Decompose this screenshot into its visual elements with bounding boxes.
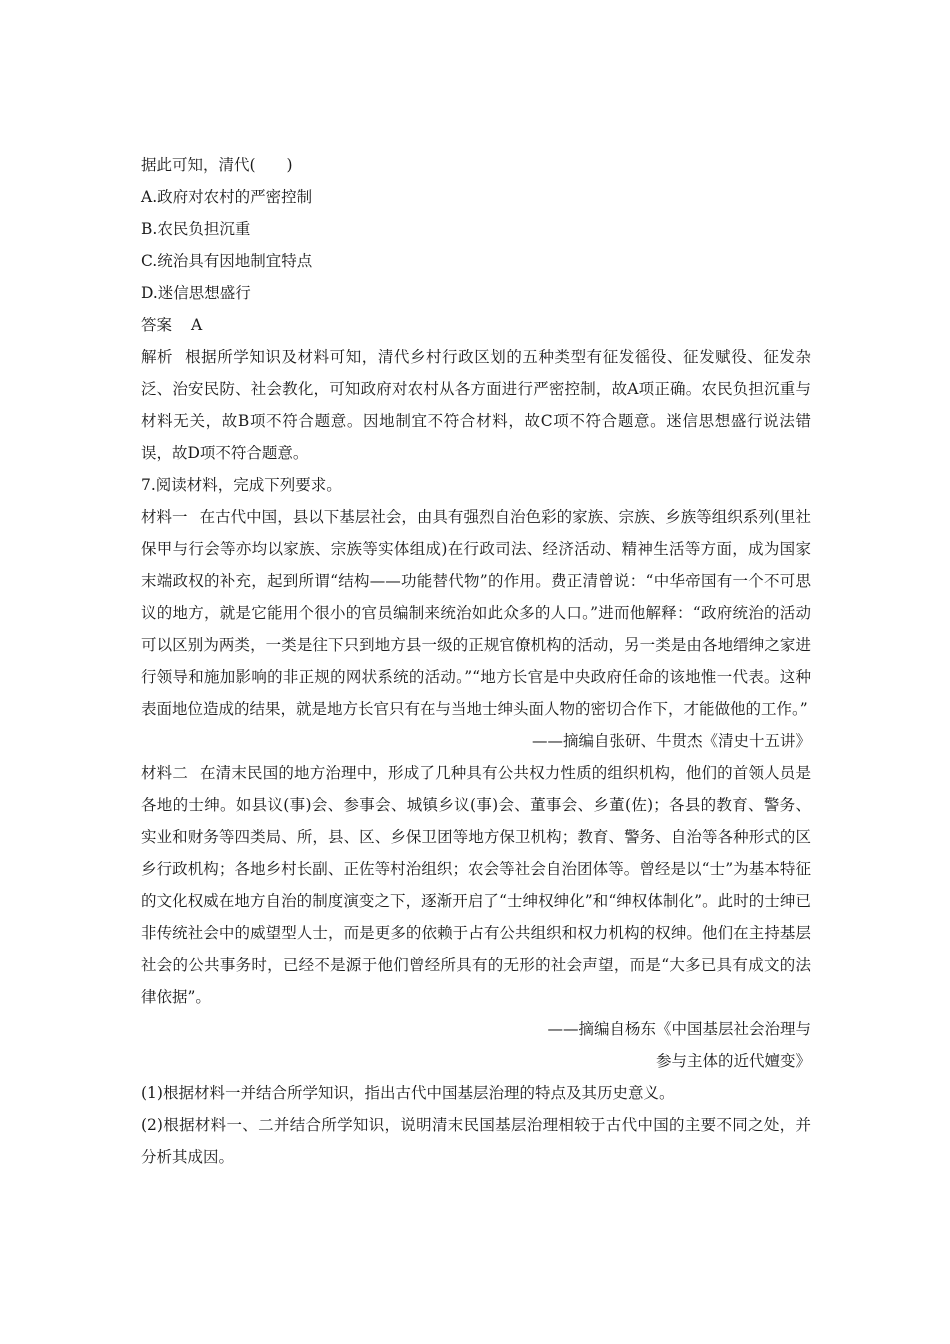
material2-source-line1: ——摘编自杨东《中国基层社会治理与 <box>547 1020 811 1038</box>
material2-source-line2: 参与主体的近代嬗变》 <box>655 1052 811 1070</box>
option-c: C.统治具有因地制宜特点 <box>141 252 313 270</box>
answer-value: A <box>190 316 203 334</box>
question-stem: 据此可知，清代( ) <box>141 156 293 174</box>
material1-source: ——摘编自张研、牛贯杰《清史十五讲》 <box>531 732 811 750</box>
requirement-1: (1)根据材料一并结合所学知识，指出古代中国基层治理的特点及其历史意义。 <box>141 1084 675 1102</box>
material1-text: 在古代中国，县以下基层社会，由具有强烈自治色彩的家族、宗族、乡族等组织系列(里社保甲与行会等亦均以家族、宗族等实体组成)在行政司法、经济活动、精神生活等方面，成为国家末端政权的补充，起到所谓“结构——功能替代物”的作用。费正清曾说：“中华帝国有一个不可思议的地方，就是它能用个很小的官员编制来统治如此众多的人口。”进而他解释：“政府统治的活动可以区别为两类，一类是往下只到地方县一级的正规官僚机构的活动，另一类是由各地缙绅之家进行领导和施加影响的非正规的网状系统的活动。”“地方长官是中央政府任命的该地惟一代表。这种表面地位造成的结果，就是地方长官只有在与当地士绅头面人物的密切合作下，才能做他的工作。” <box>141 508 811 718</box>
question7-stem: 7.阅读材料，完成下列要求。 <box>141 476 342 494</box>
material1-paragraph <box>141 501 811 725</box>
option-b: B.农民负担沉重 <box>141 220 251 238</box>
analysis-paragraph <box>141 341 811 469</box>
analysis-label: 解析 <box>141 348 174 366</box>
answer-label: 答案 <box>141 316 173 334</box>
answer-line <box>141 309 811 341</box>
option-a: A.政府对农村的严密控制 <box>141 188 313 206</box>
document-content <box>141 149 811 1173</box>
material2-text: 在清末民国的地方治理中，形成了几种具有公共权力性质的组织机构，他们的首领人员是各地的士绅。如县议(事)会、参事会、城镇乡议(事)会、董事会、乡董(佐)；各县的教育、警务、实业和财务等四类局、所，县、区、乡保卫团等地方保卫机构；教育、警务、自治等各种形式的区乡行政机构；各地乡村长副、正佐等村治组织；农会等社会自治团体等。曾经是以“士”为基本特征的文化权威在地方自治的制度演变之下，逐渐开启了“士绅权绅化”和“绅权体制化”。此时的士绅已非传统社会中的威望型人士，而是更多的依赖于占有公共组织和权力机构的权绅。他们在主持基层社会的公共事务时，已经不是源于他们曾经所具有的无形的社会声望，而是“大多已具有成文的法律依据”。 <box>141 764 811 1006</box>
material2-label: 材料二 <box>141 764 189 782</box>
material1-label: 材料一 <box>141 508 188 526</box>
material2-paragraph <box>141 757 811 1013</box>
requirement-2: (2)根据材料一、二并结合所学知识，说明清末民国基层治理相较于古代中国的主要不同之处，并分析其成因。 <box>141 1116 811 1166</box>
option-d: D.迷信思想盛行 <box>141 284 251 302</box>
analysis-text: 根据所学知识及材料可知，清代乡村行政区划的五种类型有征发徭役、征发赋役、征发杂泛、治安民防、社会教化，可知政府对农村从各方面进行严密控制，故A项正确。农民负担沉重与材料无关，故B项不符合题意。因地制宜不符合材料，故C项不符合题意。迷信思想盛行说法错误，故D项不符合题意。 <box>141 348 811 462</box>
